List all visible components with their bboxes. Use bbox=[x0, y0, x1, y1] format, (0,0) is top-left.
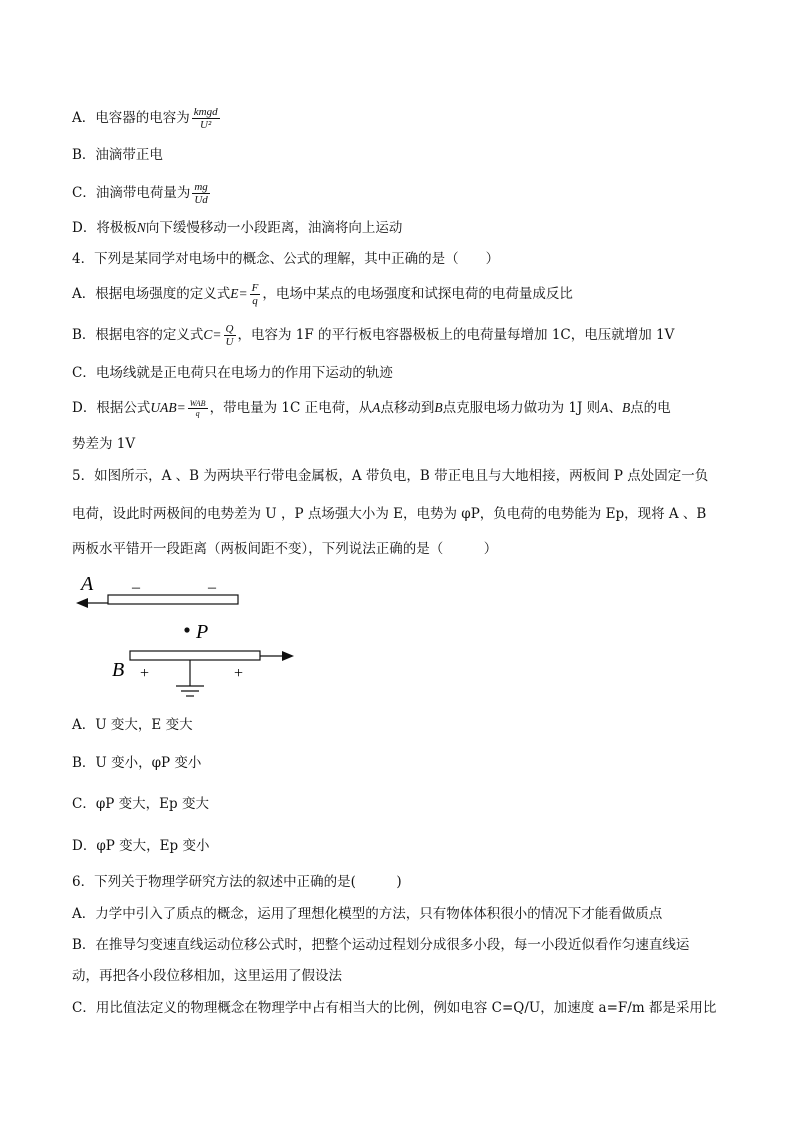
plate-a-label: A bbox=[81, 573, 94, 595]
q6-stem: 6．下列关于物理学研究方法的叙述中正确的是( ) bbox=[72, 874, 402, 890]
plate-b bbox=[130, 651, 260, 660]
plate-a bbox=[108, 595, 238, 604]
q4-option-a-fraction: $\frac{F}{q}$ bbox=[251, 282, 259, 307]
plate-b-label: B bbox=[112, 659, 125, 681]
q6-option-a: A．力学中引入了质点的概念，运用了理想化模型的方法，只有物体体积很小的情况下才能看做质点 bbox=[72, 906, 663, 922]
q5-stem-line1: 5．如图所示，A 、B 为两块平行带电金属板，A 带负电，B 带正电且与大地相接，两板间 P 点处固定一负 bbox=[72, 468, 709, 484]
plate-b-plus-right: + bbox=[234, 665, 244, 682]
q4-option-c: C．电场线就是正电荷只在电场力的作用下运动的轨迹 bbox=[72, 365, 393, 381]
point-p-label: P bbox=[196, 621, 209, 643]
q4-option-d: D．根据公式UAB= $\frac{\text{WAB}}{q}$ ，带电量为 1C 正电荷，从A点移动到B点克服电场力做功为 1J 则A、B点的电 bbox=[72, 399, 671, 418]
q3-option-c bbox=[72, 181, 212, 206]
q3-option-c-text: C．油滴带电荷量为 bbox=[72, 185, 191, 201]
q3-option-a bbox=[72, 106, 222, 131]
q5-option-d: D．φP 变大，Ep 变小 bbox=[72, 838, 210, 854]
q3-option-b: B．油滴带正电 bbox=[72, 147, 163, 163]
plate-b-arrow-head bbox=[282, 651, 294, 661]
q4-option-b-fraction: $\frac{Q}{U}$ bbox=[225, 323, 234, 348]
q3-option-c-fraction: $\frac{mg}{Ud}$ bbox=[194, 181, 208, 206]
q4-option-d-fraction: $\frac{\text{WAB}}{q}$ bbox=[189, 399, 206, 418]
q4-option-b: B．根据电容的定义式C= $\frac{Q}{U}$ ，电容为 1F 的平行板电容器极板上的电荷量每增加 1C，电压就增加 1V bbox=[72, 323, 675, 348]
plate-a-arrow-head bbox=[76, 598, 88, 608]
q3-option-d: D．将极板N向下缓慢移动一小段距离，油滴将向上运动 bbox=[72, 220, 403, 236]
q3-option-a-fraction: $\frac{\text{kmgd}}{\text{U²}}$ bbox=[193, 106, 218, 131]
q4-option-d-line2: 势差为 1V bbox=[72, 436, 136, 452]
q6-option-b-line2: 动，再把各小段位移相加，这里运用了假设法 bbox=[72, 968, 342, 984]
q5-option-c: C．φP 变大，Ep 变大 bbox=[72, 796, 209, 812]
q5-option-a: A．U 变大，E 变大 bbox=[72, 717, 193, 733]
q5-stem-line3: 两板水平错开一段距离（两板间距不变），下列说法正确的是（ ） bbox=[72, 541, 498, 557]
capacitor-diagram bbox=[72, 568, 312, 708]
q4-stem: 4．下列是某同学对电场中的概念、公式的理解，其中正确的是（ ） bbox=[72, 251, 500, 267]
q4-option-a: A．根据电场强度的定义式E= $\frac{F}{q}$ ，电场中某点的电场强度和试探电荷的电荷量成反比 bbox=[72, 282, 573, 307]
q6-option-b-line1: B．在推导匀变速直线运动位移公式时，把整个运动过程划分成很多小段，每一小段近似看作匀速直线运 bbox=[72, 937, 690, 953]
plate-b-plus-left: + bbox=[140, 665, 150, 682]
q3-option-a-text: A．电容器的电容为 bbox=[72, 110, 190, 126]
point-p bbox=[184, 627, 189, 632]
q5-stem-line2: 电荷，设此时两极间的电势差为 U ，P 点场强大小为 E，电势为 φP，负电荷的电势能为 Ep，现将 A 、B bbox=[72, 506, 707, 522]
plate-a-minus-left: – bbox=[132, 579, 140, 596]
q5-option-b: B．U 变小，φP 变小 bbox=[72, 755, 202, 771]
q6-option-c-line1: C．用比值法定义的物理概念在物理学中占有相当大的比例，例如电容 C=Q/U，加速度 a=F/m 都是采用比 bbox=[72, 1000, 717, 1016]
plate-a-minus-right: – bbox=[208, 579, 216, 596]
